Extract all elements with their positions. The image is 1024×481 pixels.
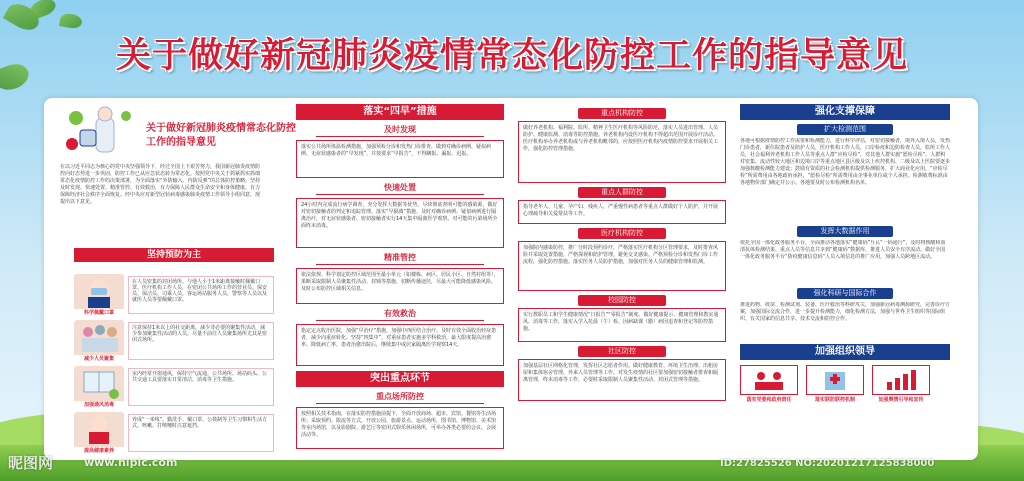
left-column [50, 104, 296, 206]
org-item [806, 365, 864, 403]
org-item [740, 365, 798, 403]
leaf-decoration [28, 0, 58, 20]
section-label: 快速处置 [316, 182, 484, 195]
four-early-column [296, 104, 504, 449]
prevention-label: 提高健康素养 [74, 447, 124, 454]
section-label: 强化科研与国际合作 [797, 288, 893, 299]
content-board [44, 98, 978, 460]
doctor-illustration [60, 104, 140, 162]
support-heading: 强化支撑保障 [740, 104, 950, 120]
prevention-text: 注意保持1米以上的社交距离。减少非必要的聚集性活动，减少参加聚集性活动的人员。尽量不前往人员聚集场所尤其是密闭式场所。 [128, 322, 274, 360]
intro-body: 在以习近平同志为核心的党中央坚强领导下，经过全国上下艰苦努力，我国新冠肺炎疫情防控向好态势进一步巩固，防控工作已从应急状态转为常态化。按照党中央关于抓紧抓实抓细常态化疫情防控工作的决策部署，为全面落实“外防输入、内防反弹”的总体防控策略，坚持及时发现、快速处置、精准管控、有效救治，有力保障人民群众生命安全和身体健康，有力保障经济社会秩序全面恢复。经中央应对新型冠状病毒感染肺炎疫情工作领导小组同意，现提出以下意见。 [60, 164, 261, 205]
support-column [740, 104, 950, 403]
key-org-column [518, 104, 726, 401]
section-label: 发挥大数据作用 [797, 226, 893, 237]
prevention-item [74, 412, 274, 454]
section-label: 扩大检测范围 [797, 124, 893, 135]
main-title: 关于做好新冠肺炎疫情常态化防控工作的指导意见 [115, 36, 908, 76]
section-text: 依法依规、科学划定防控区域范围至最小单元（如楼栋、病区、居民小区、自然村组等），果断采取限制人员聚集性活动、封锁等措施，切断传播途径，尽最大可能降低感染风险。及时公布防控区域相关信息。 [296, 268, 504, 304]
watermark-url: www.nipic.com [84, 456, 178, 469]
section-label: 重点人群防控 [578, 187, 666, 198]
section-text: 加强基层社区网格化管理，发挥社区志愿者作用。做好健康教育、环境卫生治理、出租房屋和集体宿舍管理、外来人员管理等工作。对发生疫情的社区要加强密切接触者排查和隔离管理，终末消毒等工作，必要时采取限制人员聚集性活动、封闭式管理等措施。 [518, 359, 726, 401]
prevention-heading: 坚持预防为主 [74, 248, 274, 262]
org-caption: 加强舆情引导和宣传 [878, 397, 924, 403]
section-label: 重点场所防控 [316, 391, 484, 404]
section-text: 实行教职员工和学生健康情况“日报告”“零报告”制度。做好健康提示、健康管理和教室通风、消毒等工作，落实入学入托晨（午）检、因病缺课（勤）病因追查和登记等防控措施。 [518, 308, 726, 342]
org-caption: 落实联防联控机制 [814, 397, 855, 403]
section-label: 及时发现 [316, 124, 484, 137]
hospital-icon [806, 365, 864, 395]
section-label: 精准管控 [316, 252, 484, 265]
org-heading: 加强组织领导 [740, 344, 950, 360]
section-text: 做好养老机构、福利院、监所、精神卫生医疗机构等风险防范，落实人员进出管理、人员防护、健康监测、消毒等防控措施。养老机构内设医疗机构不得超出范围开展诊疗活动。医疗机构举办养老机构或与养老机构毗邻的，应按照医疗机构内疫情防控要求开展相关工作，强化防控管理措施。 [518, 121, 726, 183]
section-text: 依托全国一体化政务服务平台，全面推动各地落实“健康码”互认“一码通行”，及时将核酸和血清抗体检测结果、重点人员等信息共享到“健康码”数据库，推进人员安全有序流动。做好全国一体化政务服务平台“防疫健康信息码”人员入境信息的推广应用，加强人员跨地区流动。 [740, 240, 946, 260]
section-text: 推进药物、疫苗、检测试剂、装备、医疗救治等科研攻关，加强新冠病毒溯源研究，完善诊疗方案，加强国际交流合作，进一步提升检测能力，细化检测方法，加强与世界卫生组织等国际组织、有关国家的信息共享、技术交流和防控合作。 [740, 302, 950, 322]
prevention-text: 室内经常开窗通风，保持空气流通。公共场所、场站码头、公共交通工具要落实日常清洁、消毒等卫生措施。 [128, 368, 274, 406]
watermark-logo: 昵图网 [8, 454, 54, 472]
key-links-heading: 突出重点环节 [296, 371, 504, 387]
intro-title: 关于做好新冠肺炎疫情常态化防控工作的指导意见 [146, 123, 296, 148]
four-early-heading: 落实“四早”措施 [296, 104, 504, 120]
prevention-item [74, 320, 274, 362]
section-label: 校园防控 [578, 295, 666, 306]
section-text: 各地可根据疫情防控工作需要和检测能力，进行科学评估，对密切接触者，境外入境人员，发热门诊患者，新住院患者及陪护人员，医疗机构工作人员，口岸检疫和边防检查人员，监所工作人员，社会福利养老机构工作人员等重点人群“应检尽检”。对其他人群实施“愿检尽检”。人群积对密集、流动性较大地区和边境口岸等重点地区县区级及以上疾控机构、二级及以上医院要逐步加强核酸检测能力建设；鼓励有资质的社会检测机构提供检测服务，扩大商业化应用。“应检尽检”所需费用由各地政府承担，“愿检尽检”所需费用由企事业单位或个人承担。检测收费标准由各地物价部门确定并公示。各地要及时公布检测机构名单。 [740, 138, 950, 186]
org-caption: 落实党委和政府责任 [746, 397, 792, 403]
section-label: 有效救治 [316, 308, 484, 321]
section-text: 24小时内完成流行病学调查，充分发挥大数据等优势，尽快彻底查明可能的感染源，做好对密切接触者的判定和追踪管理。落实“早隔离”措施，及时对确诊病例、疑似病例进行隔离治疗，对无症状感染者、密切接触者实行14天集中隔离医学观察。对可能的污染场所全面终末消毒。 [296, 198, 504, 248]
prevention-label: 加强通风消毒 [74, 401, 124, 408]
section-text: 按照相关技术指南，在落实防控措施前提下，全面开放商场、超市、宾馆、餐馆等生活场所；采取预约、限流等方式，开放公园、旅游景点、运动场所，图书馆、博物馆、美术馆等室内场馆，以及影剧院、游艺厅等密闭式娱乐休闲场所，可举办各类必要的会议、会展活动等。 [296, 407, 504, 449]
section-text: 落实公共场所体温检测措施，加强预检分诊和发热门诊排查，做到对确诊病例、疑似病例、无症状感染者的“早发现”，并按要求“早报告”，不得瞒报、漏报、迟报。 [296, 140, 504, 178]
prevention-text: 在人员密集的封闭场所、与他人小于1米距离接触时佩戴口罩。医疗机构工作人员，在密闭公共场所工作的营业员、保安员、保洁员、司乘人员、客运场站服务人员、警察等人员以及就医人员等要佩戴口罩。 [128, 276, 274, 314]
prevention-item [74, 366, 274, 408]
prevention-item [74, 274, 274, 316]
prevention-label: 减少人员聚集 [74, 355, 124, 362]
section-label: 医疗机构防控 [578, 228, 666, 239]
chart-icon [872, 365, 930, 395]
org-item [872, 365, 930, 403]
org-icons [740, 365, 950, 403]
section-label: 重点机构防控 [578, 108, 666, 119]
section-text: 加强院内感染防控，推广分时段预约诊疗，严格落实医疗机构分区管理要求，及时排查风险并采取处置措施，严格探视和陪护管理，避免交叉感染。严格预检分诊和发热门诊工作流程，强化防控措施。落实医务人员防护措施，加强对医务人员的健康管理和监测。 [518, 241, 726, 291]
prevention-text: 养成“一米线”、勤洗手、戴口罩、公筷制等卫生习惯和生活方式。咳嗽、打喷嚏时注意遮挡。 [128, 414, 274, 452]
prevention-label: 科学佩戴口罩 [74, 309, 124, 316]
watermark-id: ID:27825526 NO:20201217125838000 [720, 458, 935, 469]
section-text: 指定定点收治医院，加强“早治疗”措施，加强中西医结合治疗。及时有效全面收治轻症患者，减少向重症转化。坚持“四集中”，对重症患者实施多学科救治，最大限度提高治愈率、降低病亡率。患者治愈出院后，继续集中或居家隔离医学观察14天。 [296, 324, 504, 366]
section-text: 指导老年人、儿童、孕产妇、残疾人、严重慢性病患者等重点人群做好个人防护，并开展心理疏导和关爱帮扶等工作。 [518, 200, 726, 224]
meeting-icon [740, 365, 798, 395]
section-label: 社区防控 [578, 346, 666, 357]
